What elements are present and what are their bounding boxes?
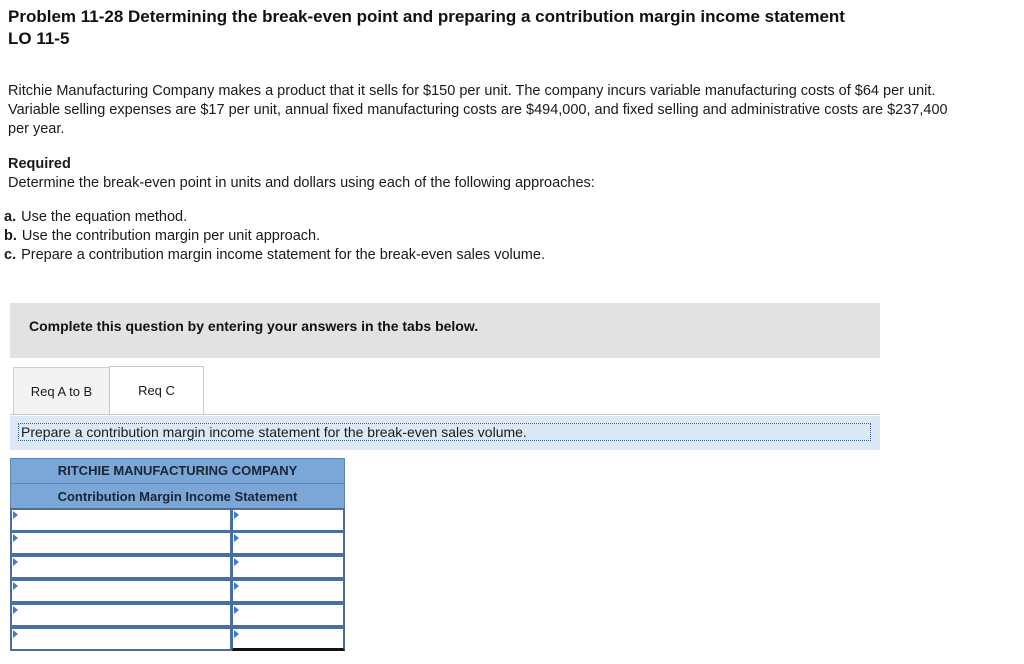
tab-bar <box>10 366 880 415</box>
total-amount-input[interactable] <box>232 627 345 651</box>
amount-input[interactable] <box>232 579 345 603</box>
amount-input[interactable] <box>232 555 345 579</box>
statement-row <box>10 579 345 603</box>
label-dropdown[interactable] <box>10 531 232 555</box>
statement-row <box>10 508 345 532</box>
label-dropdown[interactable] <box>10 603 232 627</box>
problem-title-line2: LO 11-5 <box>8 29 70 48</box>
input-marker-icon <box>234 558 239 566</box>
tab-req-a-to-b[interactable]: Req A to B <box>13 367 110 414</box>
company-name: RITCHIE MANUFACTURING COMPANY <box>57 463 298 478</box>
input-marker-icon <box>234 630 239 638</box>
statement-row <box>10 627 345 651</box>
requirement-text: Prepare a contribution margin income statement for the break-even sales volume. <box>21 247 545 263</box>
income-statement <box>10 458 345 510</box>
label-dropdown[interactable] <box>10 579 232 603</box>
statement-row <box>10 555 345 579</box>
requirement-b <box>4 227 545 246</box>
prompt-text: Prepare a contribution margin income statement for the break-even sales volume. <box>18 423 871 441</box>
dropdown-marker-icon <box>13 558 18 566</box>
dropdown-marker-icon <box>13 582 18 590</box>
amount-input[interactable] <box>232 508 345 532</box>
requirement-a <box>4 208 545 227</box>
dropdown-marker-icon <box>13 630 18 638</box>
prompt-bar <box>10 416 880 450</box>
instruction-banner <box>10 303 880 358</box>
input-marker-icon <box>234 582 239 590</box>
tab-req-c[interactable]: Req C <box>109 366 204 415</box>
dropdown-marker-icon <box>13 511 18 519</box>
label-dropdown[interactable] <box>10 555 232 579</box>
statement-name: Contribution Margin Income Statement <box>11 483 344 509</box>
statement-header <box>10 458 345 510</box>
statement-row <box>10 531 345 555</box>
problem-title <box>8 6 1008 50</box>
problem-intro: Ritchie Manufacturing Company makes a product that it sells for $150 per unit. The company incurs variable manufacturing costs of $64 per unit. Variable selling expenses are $17 per unit, annual fixed manufacturing costs are $494,000, and fixed selling and administrative costs are $237,400 per year. <box>8 83 948 137</box>
input-marker-icon <box>234 606 239 614</box>
requirement-letter: a. <box>4 209 17 225</box>
label-dropdown[interactable] <box>10 627 232 651</box>
tab-divider <box>10 414 880 415</box>
amount-input[interactable] <box>232 531 345 555</box>
statement-row <box>10 603 345 627</box>
label-dropdown[interactable] <box>10 508 232 532</box>
input-marker-icon <box>234 534 239 542</box>
requirement-letter: c. <box>4 247 17 263</box>
requirement-letter: b. <box>4 228 17 244</box>
requirement-text: Use the contribution margin per unit approach. <box>21 228 321 244</box>
requirement-c <box>4 246 545 265</box>
requirement-list <box>4 208 545 265</box>
requirement-text: Use the equation method. <box>21 209 188 225</box>
amount-input[interactable] <box>232 603 345 627</box>
required-text: Determine the break-even point in units and dollars using each of the following approaches: <box>8 175 595 191</box>
required-heading: Required <box>8 156 71 172</box>
dropdown-marker-icon <box>13 534 18 542</box>
input-marker-icon <box>234 511 239 519</box>
instruction-text: Complete this question by entering your answers in the tabs below. <box>29 318 479 334</box>
dropdown-marker-icon <box>13 606 18 614</box>
problem-title-line1: Problem 11-28 Determining the break-even point and preparing a contribution margin income statement <box>8 7 845 26</box>
